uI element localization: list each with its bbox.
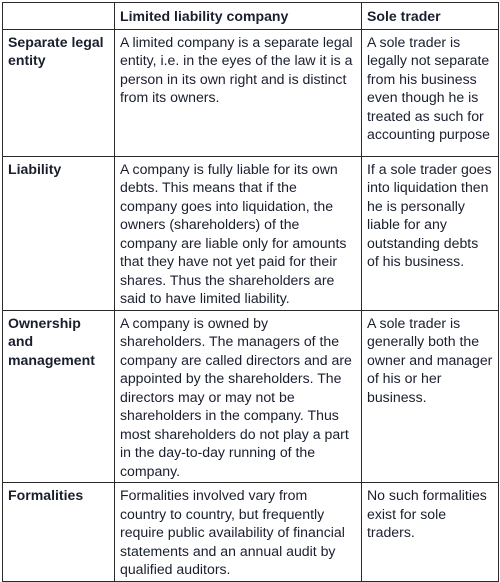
company-cell-liability: A company is fully liable for its own debts. This means that if the company goes into liquidation, the owners (shareholders) of the company are liable only for amounts that they have not yet paid for their shares. Thus the shareholders are said to have limited liability. [115, 156, 362, 310]
header-limited-company: Limited liability company [115, 3, 362, 30]
sole-trader-cell-liability: If a sole trader goes into liquidation then he is personally liable for any outstanding debts of his business. [362, 156, 499, 310]
table-row [3, 310, 499, 483]
company-cell-formalities: Formalities involved vary from country to country, but frequently require public availability of financial statements and an annual audit by qualified auditors. [115, 483, 362, 582]
sole-trader-cell-formalities: No such formalities exist for sole traders. [362, 483, 499, 582]
header-row [3, 3, 499, 30]
row-label-liability: Liability [3, 156, 115, 310]
table-row [3, 156, 499, 310]
company-cell-separate-legal-entity: A limited company is a separate legal entity, i.e. in the eyes of the law it is a person in its own right and is distinct from its owners. [115, 29, 362, 156]
table-body [3, 29, 499, 581]
sole-trader-cell-separate-legal-entity: A sole trader is legally not separate from his business even though he is treated as such for accounting purpose [362, 29, 499, 156]
header-sole-trader: Sole trader [362, 3, 499, 30]
table-row [3, 29, 499, 156]
row-label-formalities: Formalities [3, 483, 115, 582]
comparison-table [2, 2, 499, 582]
table-header [3, 3, 499, 30]
company-cell-ownership-management: A company is owned by shareholders. The managers of the company are called directors and are appointed by the shareholders. The directors may or may not be shareholders in the company. Thus most shareholders do not play a part in the day-to-day running of the company. [115, 310, 362, 483]
sole-trader-cell-ownership-management: A sole trader is generally both the owner and manager of his or her business. [362, 310, 499, 483]
row-label-separate-legal-entity: Separate legal entity [3, 29, 115, 156]
row-label-ownership-management: Ownership and management [3, 310, 115, 483]
header-empty-cell [3, 3, 115, 30]
table-row [3, 483, 499, 582]
